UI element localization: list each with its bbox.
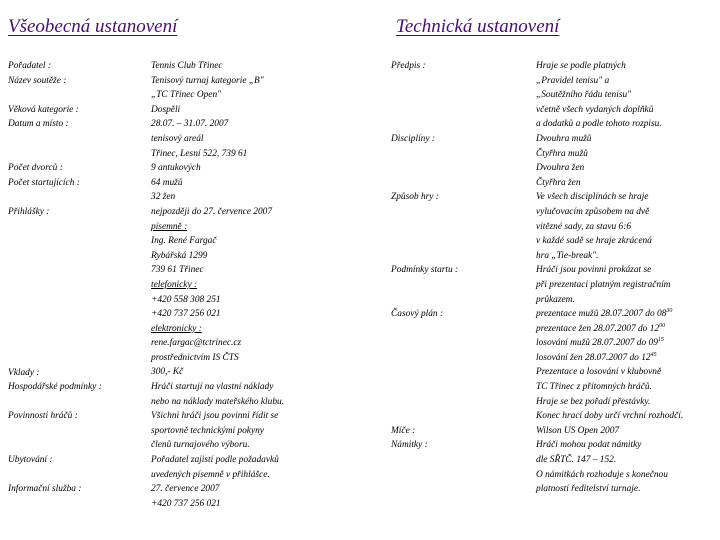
value-line: 27. července 2007 <box>151 484 220 495</box>
value-line: vylučovacím způsobem na dvě <box>536 206 650 217</box>
schedule-line: losování mužů 28.07.2007 do $09^{15}$ <box>536 337 664 349</box>
value-line: prostřednictvím IS ČTS <box>151 352 239 363</box>
value-line: 300,- Kč <box>151 367 184 378</box>
value-line: Dospělí <box>151 104 181 115</box>
label-courts-count: Počet dvorců : <box>8 163 63 174</box>
value-line: Čtyřhra žen <box>536 177 581 188</box>
value-line: +420 558 308 251 <box>151 294 221 305</box>
label-age-category: Věková kategorie : <box>8 104 79 115</box>
value-line: Ve všech disciplínách se hraje <box>536 192 649 203</box>
value-line-electronic: elektronicky : <box>151 323 202 334</box>
value-line: Pořadatel zajistí podle požadavků <box>151 455 279 466</box>
heading-technical-provisions: Technická ustanovení <box>396 16 560 37</box>
value-line: Dvouhra mužů <box>536 133 592 144</box>
label-entries: Přihlášky : <box>8 207 50 217</box>
value-line: Konec hrací doby určí vrchní rozhodčí. <box>536 411 684 422</box>
label-schedule: Časový plán : <box>391 308 444 319</box>
left-values <box>151 59 284 511</box>
value-line-written: písemně : <box>151 221 188 232</box>
value-line: Všichni hráči jsou povinni řídit se <box>151 411 279 422</box>
value-line: sportovně technickými pokyny <box>151 425 264 436</box>
value-line: Třinec, Lesní 522, 739 61 <box>151 148 248 159</box>
value-line: O námitkách rozhoduje s konečnou <box>536 469 668 480</box>
value-line: 739 61 Třinec <box>151 265 204 276</box>
value-line: Wilson US Open 2007 <box>536 425 620 436</box>
label-players-count: Počet startujících : <box>8 177 80 188</box>
schedule-line: prezentace žen 28.07.2007 do $12^{00}$ <box>536 322 666 334</box>
value-line: nebo na náklady mateřského klubu. <box>151 396 285 407</box>
right-values <box>536 59 683 497</box>
value-line: Rybářská 1299 <box>151 250 208 261</box>
schedule-line: Prezentace a losování v klubovně <box>536 367 662 378</box>
value-line: tenisový areál <box>151 133 204 144</box>
value-line: 32 žen <box>151 192 176 203</box>
schedule-line: Hraje se bez pořadí přestávky. <box>536 396 651 407</box>
value-line: +420 737 256 021 <box>151 309 221 320</box>
value-line: 64 mužů <box>151 177 183 188</box>
value-line: Čtyřhra mužů <box>536 148 588 159</box>
value-line: včetně všech vydaných doplňků <box>536 104 654 115</box>
value-line: „TC Třinec Open" <box>151 90 222 101</box>
value-line: Tennis Club Třinec <box>151 61 223 71</box>
value-line: členů turnajového výboru. <box>151 440 250 451</box>
value-line: Hráči mohou podat námitky <box>536 440 642 451</box>
label-game-format: Způsob hry : <box>391 192 439 203</box>
value-line: Hraje se podle platných <box>536 61 626 71</box>
value-line: +420 737 256 021 <box>151 498 221 509</box>
value-line: dle SŘTČ. 147 – 152. <box>536 455 617 466</box>
value-line: 28.07. – 31.07. 2007 <box>151 119 229 130</box>
label-organizer: Pořadatel : <box>8 61 51 71</box>
value-line: nejpozději do 27. července 2007 <box>151 206 273 217</box>
value-line: 9 antukových <box>151 163 201 174</box>
label-competition-name: Název soutěže : <box>8 75 67 86</box>
value-line: vítězné sady, za stavu 6:6 <box>536 221 632 232</box>
label-info-service: Informační služba : <box>8 484 82 495</box>
label-date-place: Datum a místo : <box>8 119 69 130</box>
label-objections: Námitky : <box>391 440 428 451</box>
value-line: Hráči jsou povinni prokázat se <box>536 265 652 276</box>
schedule-line: prezentace mužů 28.07.2007 do $08^{30}$ <box>536 308 673 320</box>
heading-general-provisions: Všeobecná ustanovení <box>8 16 178 37</box>
value-line: uvedených písemně v přihlášce. <box>151 469 270 480</box>
value-line-phone: telefonicky : <box>151 279 198 290</box>
value-line: „Pravidel tenisu" a <box>536 75 610 86</box>
label-accommodation: Ubytování : <box>8 455 53 466</box>
value-line: hra „Tie-break". <box>536 250 599 261</box>
value-line: Tenisový turnaj kategorie „B" <box>151 75 264 86</box>
value-line: „Soutěžního řádu tenisu" <box>536 90 632 101</box>
label-start-conditions: Podmínky startu : <box>391 265 459 276</box>
schedule-line: TC Třinec z přítomných hráčů. <box>536 382 652 393</box>
value-line: a dodatků a podle tohoto rozpisu. <box>536 119 662 130</box>
label-balls: Míče : <box>391 425 416 436</box>
label-economic-terms: Hospodářské podmínky : <box>8 382 102 393</box>
label-disciplines: Disciplíny : <box>391 133 436 144</box>
email-address[interactable]: rene.fargac@tctrinec.cz <box>151 338 242 349</box>
label-regulations: Předpis : <box>391 61 426 71</box>
label-fees: Vklady : <box>8 367 40 378</box>
value-line: průkazem. <box>536 294 575 305</box>
value-line: Dvouhra žen <box>536 163 585 174</box>
schedule-line: losování žen 28.07.2007 do $12^{45}$ <box>536 351 657 363</box>
value-line: platností ředitelství turnaje. <box>536 484 641 495</box>
value-line: při prezentaci platným registračním <box>536 279 671 290</box>
value-line: v každé sadě se hraje zkrácená <box>536 236 652 247</box>
value-line: Ing. René Fargač <box>151 236 217 247</box>
label-player-duties: Povinnosti hráčů : <box>8 411 78 422</box>
value-line: Hráči startují na vlastní náklady <box>151 382 274 393</box>
